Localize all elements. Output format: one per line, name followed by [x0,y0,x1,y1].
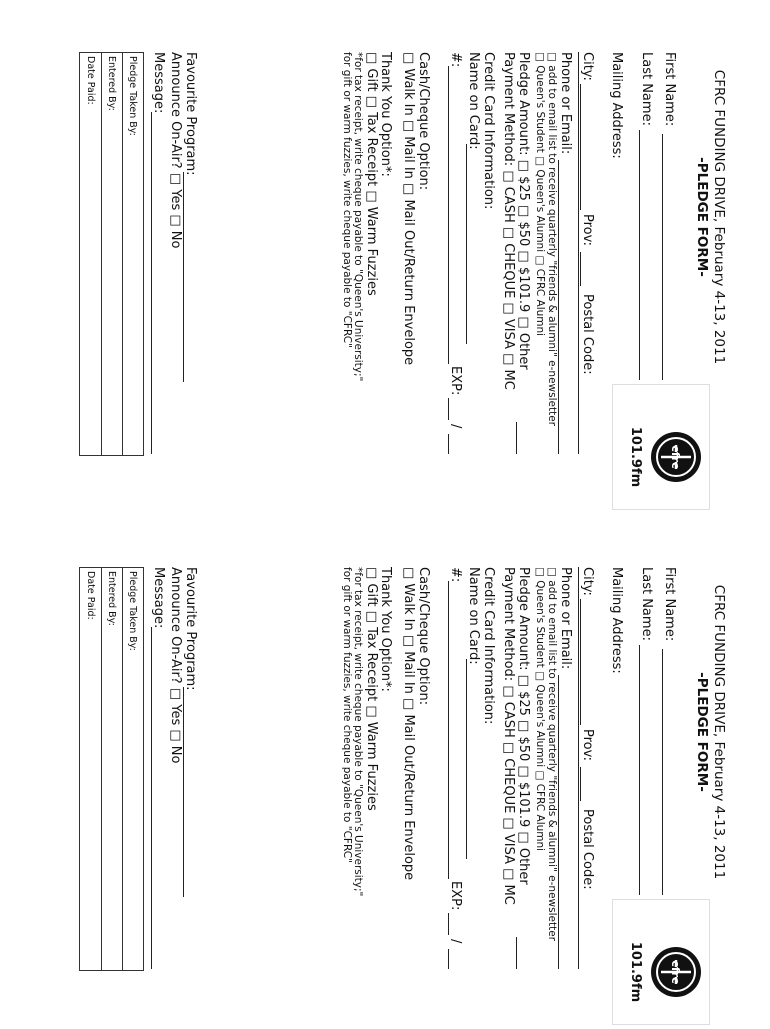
phone-email-label: Phone or Email: [558,52,573,155]
prov-label: Prov: [580,729,595,761]
cfrc-logo-icon [651,432,701,482]
last-name-field[interactable] [639,130,640,380]
pledge-taken-by-row[interactable]: Pledge Taken By: [122,568,143,970]
card-number-field[interactable] [448,581,449,879]
first-name-label: First Name: [662,567,677,642]
svg-text:cfrc: cfrc [669,960,682,984]
thank-you-options[interactable]: □ Gift □ Tax Receipt □ Warm Fuzzies [364,567,379,811]
card-number-label: #: [448,567,463,583]
tax-note-line-2: for gift or warm fuzzies, write cheque payable to "CFRC" [341,52,353,348]
pledge-taken-by-row[interactable]: Pledge Taken By: [122,53,143,455]
pledge-form-bottom-lower [0,567,200,1029]
tax-note-line-1: *for tax receipt, write cheque payable to "Queen's University;" [352,567,364,897]
office-use-box [79,52,144,456]
payment-method-options[interactable]: Payment Method: □ CASH □ CHEQUE □ VISA □ MC [501,567,516,905]
pledge-form-top-lower [0,52,200,514]
first-name-field[interactable] [662,649,663,895]
card-number-field[interactable] [448,66,449,364]
credit-card-info-label: Credit Card Information: [481,52,496,210]
form-subtitle: -PLEDGE FORM- [694,672,710,792]
date-paid-row[interactable]: Date Paid: [85,56,96,105]
tax-note-line-1: *for tax receipt, write cheque payable to "Queen's University;" [352,52,364,382]
office-use-box [79,567,144,971]
city-label: City: [580,52,595,81]
postal-code-label: Postal Code: [580,294,595,375]
favourite-program-field[interactable] [183,172,184,382]
message-field[interactable] [151,627,152,969]
prov-label: Prov: [580,214,595,246]
cash-cheque-options[interactable]: □ Walk In □ Mail In □ Mail Out/Return Envelope [401,52,416,366]
affiliation-checkboxes[interactable]: □ Queen's Student □ Queen's Alumni □ CFRC Alumni [534,52,546,337]
last-name-label: Last Name: [639,52,654,126]
cash-cheque-options[interactable]: □ Walk In □ Mail In □ Mail Out/Return Envelope [401,567,416,881]
first-name-field[interactable] [662,134,663,380]
favourite-program-field[interactable] [183,687,184,897]
favourite-program-label: Favourite Program: [183,52,198,176]
postal-code-label: Postal Code: [580,809,595,890]
cfrc-logo [612,899,710,1025]
entered-by-row[interactable]: Entered By: [101,568,122,970]
cfrc-logo [612,384,710,510]
pledge-form-top [325,52,727,514]
mailing-address-label: Mailing Address: [609,52,624,159]
pledge-amount-options[interactable]: Pledge Amount: □ $25 □ $50 □ $101.9 □ Other [516,52,531,370]
exp-month-field[interactable] [448,398,449,420]
name-on-card-field[interactable] [466,144,467,344]
cash-cheque-label: Cash/Cheque Option: [416,567,431,706]
card-number-label: #: [448,52,463,68]
pledge-form-bottom [325,567,727,1029]
date-paid-row[interactable]: Date Paid: [85,571,96,620]
mailing-address-label: Mailing Address: [609,567,624,674]
exp-slash: / [448,424,463,429]
message-label: Message: [151,567,166,629]
name-on-card-field[interactable] [466,659,467,859]
announce-on-air-options[interactable]: Announce On-Air? □ Yes □ No [168,52,183,249]
other-amount-field[interactable] [516,422,517,454]
exp-year-field[interactable] [448,949,449,969]
thank-you-label: Thank You Option*: [378,52,393,177]
cash-cheque-label: Cash/Cheque Option: [416,52,431,191]
newsletter-checkbox[interactable]: □ add to email list to receive quarterly "friends & alumni" e-newsletter [546,567,558,941]
logo-frequency: 101.9fm [628,426,643,488]
last-name-label: Last Name: [639,567,654,641]
newsletter-checkbox[interactable]: □ add to email list to receive quarterly "friends & alumni" e-newsletter [546,52,558,426]
mailing-address-field[interactable] [578,52,579,454]
pledge-amount-options[interactable]: Pledge Amount: □ $25 □ $50 □ $101.9 □ Other [516,567,531,885]
name-on-card-label: Name on Card: [466,52,481,150]
prov-field[interactable] [580,252,581,286]
announce-on-air-options[interactable]: Announce On-Air? □ Yes □ No [168,567,183,764]
thank-you-label: Thank You Option*: [378,567,393,692]
entered-by-row[interactable]: Entered By: [101,53,122,455]
mailing-address-field[interactable] [578,567,579,969]
exp-slash: / [448,939,463,944]
other-amount-field[interactable] [516,937,517,969]
exp-label: EXP: [448,881,463,911]
favourite-program-label: Favourite Program: [183,567,198,691]
form-title: CFRC FUNDING DRIVE, February 4-13, 2011 -PLEDGE FORM- [693,52,727,382]
city-label: City: [580,567,595,596]
exp-label: EXP: [448,366,463,396]
message-field[interactable] [151,112,152,454]
payment-method-options[interactable]: Payment Method: □ CASH □ CHEQUE □ VISA □ MC [501,52,516,390]
exp-year-field[interactable] [448,434,449,454]
first-name-label: First Name: [662,52,677,127]
credit-card-info-label: Credit Card Information: [481,567,496,725]
tax-note-line-2: for gift or warm fuzzies, write cheque payable to "CFRC" [341,567,353,863]
form-title: CFRC FUNDING DRIVE, February 4-13, 2011 -PLEDGE FORM- [693,567,727,897]
city-field[interactable] [580,84,581,210]
logo-frequency: 101.9fm [628,941,643,1003]
message-label: Message: [151,52,166,114]
phone-email-field[interactable] [558,160,559,454]
phone-email-label: Phone or Email: [558,567,573,670]
phone-email-field[interactable] [558,675,559,969]
exp-month-field[interactable] [448,913,449,935]
cfrc-logo-icon [651,947,701,997]
name-on-card-label: Name on Card: [466,567,481,665]
prov-field[interactable] [580,767,581,801]
city-field[interactable] [580,599,581,725]
thank-you-options[interactable]: □ Gift □ Tax Receipt □ Warm Fuzzies [364,52,379,296]
form-subtitle: -PLEDGE FORM- [694,157,710,277]
affiliation-checkboxes[interactable]: □ Queen's Student □ Queen's Alumni □ CFRC Alumni [534,567,546,852]
last-name-field[interactable] [639,645,640,895]
svg-text:cfrc: cfrc [669,445,682,469]
